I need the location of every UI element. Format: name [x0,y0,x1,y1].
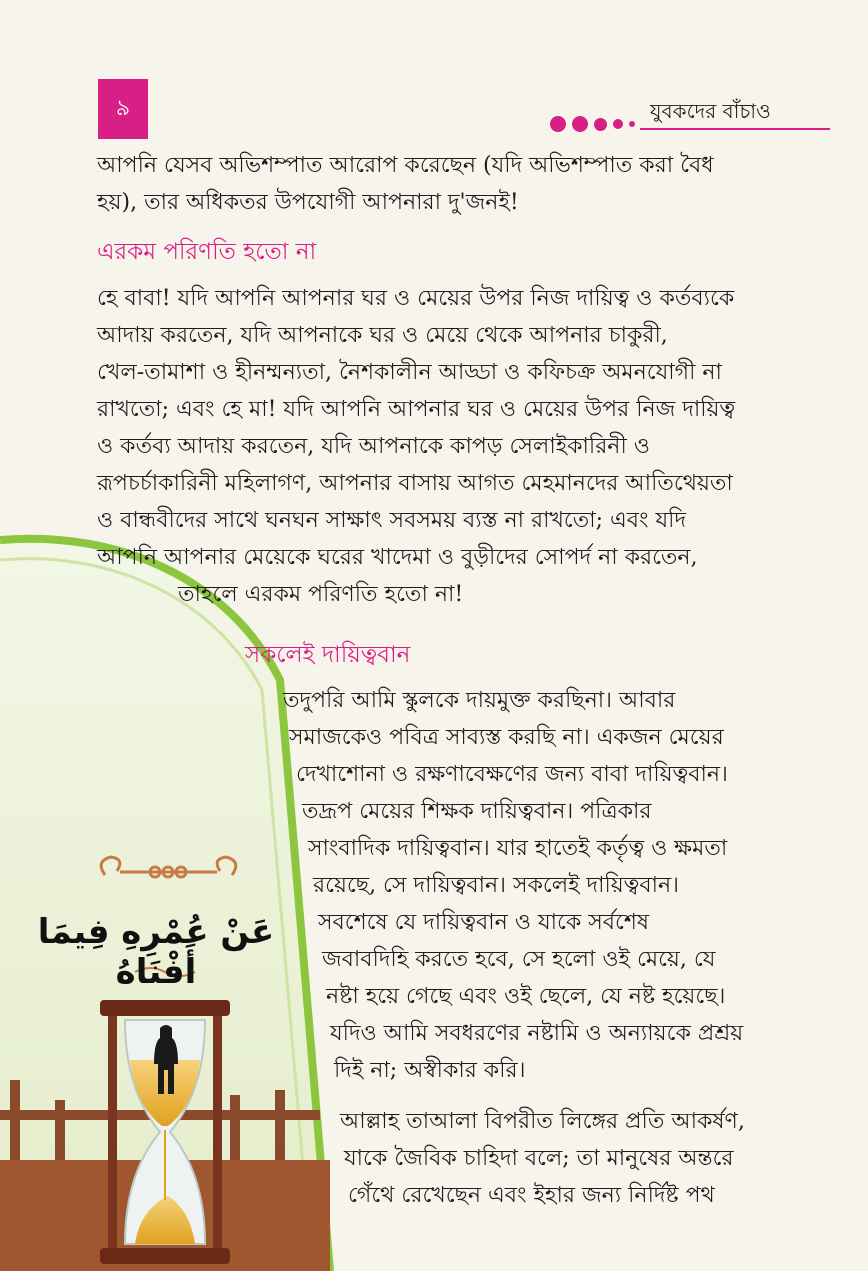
body-line: রূপচর্চাকারিনী মহিলাগণ, আপনার বাসায় আগত মেহমানদের আতিথেয়তা [97,471,733,496]
body-line: সবশেষে যে দায়িত্ববান ও যাকে সর্বশেষ [318,910,650,935]
body-line: খেল-তামাশা ও হীনম্মন্যতা, নৈশকালীন আড্ডা ও কফিচক্র অমনযোগী না [97,360,722,385]
body-line: আপনি আপনার মেয়েকে ঘরের খাদেমা ও বুড়ীদের সোপর্দ না করতেন, [97,545,698,570]
body-line: যদিও আমি সবধরণের নষ্টামি ও অন্যায়কে প্রশ্রয় [330,1021,744,1046]
page-number: ৯ [98,79,148,139]
body-line: রাখতো; এবং হে মা! যদি আপনি আপনার ঘর ও মেয়ের উপর নিজ দায়িত্ব [97,397,736,422]
arabic-caption: عَنْ عُمْرِهِ فِيمَا أَفْنَاهُ [37,912,275,992]
running-title: যুবকদের বাঁচাও [650,99,771,123]
body-line: গেঁথে রেখেছেন এবং ইহার জন্য নির্দিষ্ট পথ [348,1183,715,1208]
header-rule [640,128,830,130]
body-line: যাকে জৈবিক চাহিদা বলে; তা মানুষের অন্তরে [344,1146,734,1171]
body-line: সমাজকেও পবিত্র সাব্যস্ত করছি না। একজন মেয়ের [289,725,724,750]
body-line: হে বাবা! যদি আপনি আপনার ঘর ও মেয়ের উপর নিজ দায়িত্ব ও কর্তব্যকে [97,286,735,311]
intro-line: আপনি যেসব অভিশম্পাত আরোপ করেছেন (যদি অভিশম্পাত করা বৈধ [97,153,714,178]
body-line: তদ্রূপ মেয়ের শিক্ষক দায়িত্ববান। পত্রিকার [302,799,652,824]
body-line: আদায় করতেন, যদি আপনাকে ঘর ও মেয়ে থেকে আপনার চাকুরী, [97,323,668,348]
intro-line: হয়), তার অধিকতর উপযোগী আপনারা দু'জনই! [97,190,519,215]
header-dots [550,116,635,132]
body-line: দিই না; অস্বীকার করি। [334,1058,526,1083]
body-line: ও কর্তব্য আদায় করতেন, যদি আপনাকে কাপড় সেলাইকারিনী ও [97,434,650,459]
body-line: নষ্টা হয়ে গেছে এবং ওই ছেলে, যে নষ্ট হয়েছে। [326,984,726,1009]
body-line: আল্লাহ তাআলা বিপরীত লিঙ্গের প্রতি আকর্ষণ, [340,1109,745,1134]
section-heading: এরকম পরিণতি হতো না [97,239,317,265]
body-line: দেখাশোনা ও রক্ষণাবেক্ষণের জন্য বাবা দায়িত্ববান। [296,762,728,787]
body-line: সাংবাদিক দায়িত্ববান। যার হাতেই কর্তৃত্ব ও ক্ষমতা [308,836,728,861]
body-line: তদুপরি আমি স্কুলকে দায়মুক্ত করছিনা। আবার [283,688,676,713]
section-heading: সকলেই দায়িত্ববান [245,642,411,668]
body-line: রয়েছে, সে দায়িত্ববান। সকলেই দায়িত্ববান। [313,873,680,898]
body-line: তাহলে এরকম পরিণতি হতো না! [178,582,464,607]
body-line: ও বান্ধবীদের সাথে ঘনঘন সাক্ষাৎ সবসময় ব্যস্ত না রাখতো; এবং যদি [97,508,687,533]
body-line: জবাবদিহি করতে হবে, সে হলো ওই মেয়ে, যে [322,947,716,972]
